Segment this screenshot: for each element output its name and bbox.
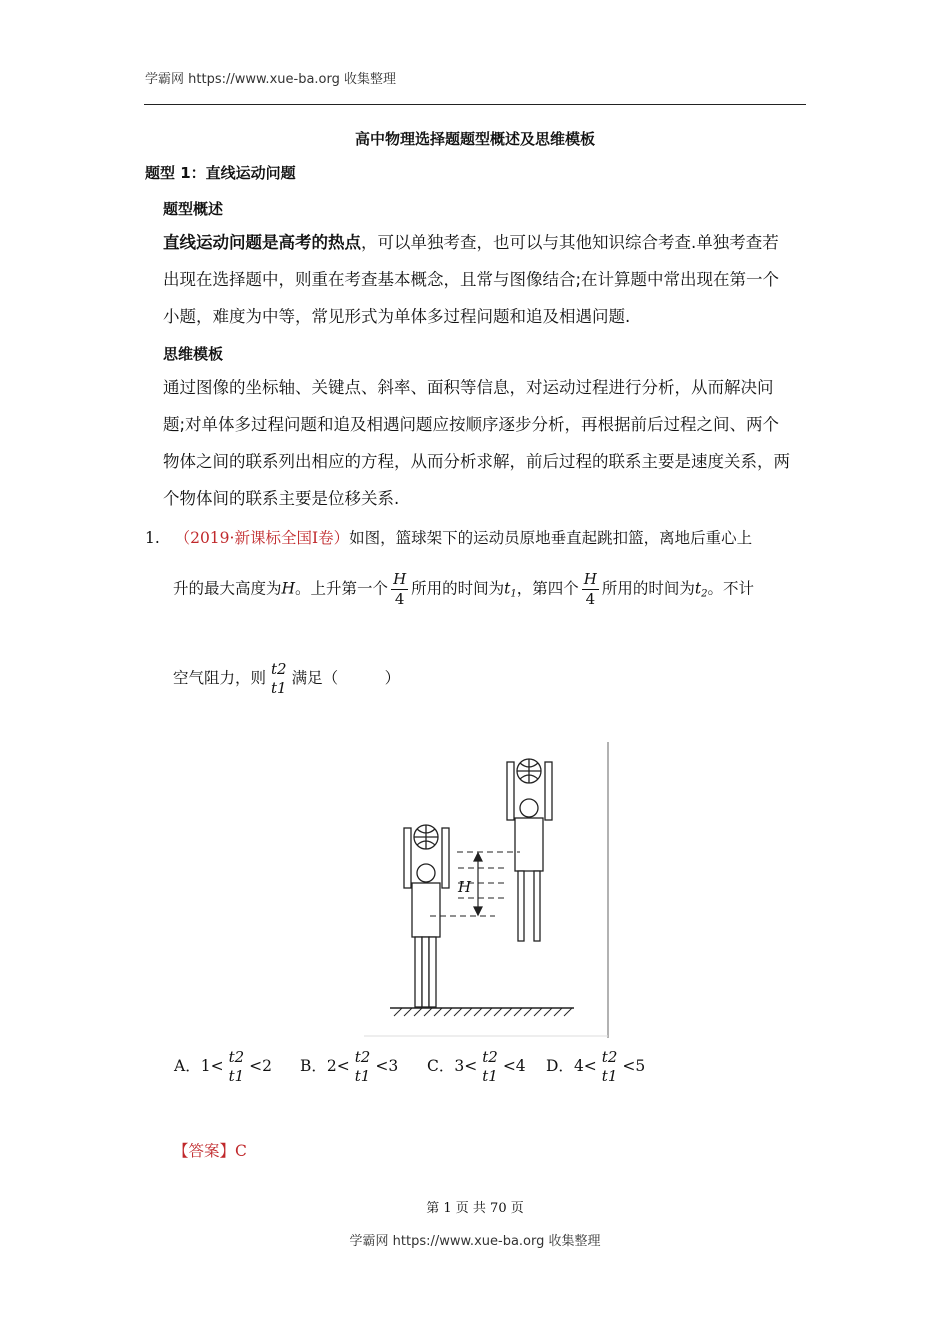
overview-heading: 题型概述 — [163, 200, 224, 218]
answer-line — [173, 1139, 247, 1161]
sub-2: 2 — [701, 588, 708, 600]
overview-bold-lead: 直线运动问题是高考的热点 — [163, 233, 361, 252]
option-left: 1< — [200, 1057, 224, 1075]
basketball-figure — [362, 740, 612, 1040]
text-segment: 。上升第一个 — [295, 579, 389, 598]
text-segment: 所用的时间为 — [411, 579, 505, 598]
option-right: <5 — [622, 1057, 646, 1075]
frac-num: H — [583, 570, 597, 588]
header-rule — [144, 104, 806, 105]
sub-1: 1 — [510, 588, 517, 600]
option-left: 4< — [573, 1057, 597, 1075]
text-segment: 升的最大高度为 — [173, 579, 282, 598]
height-label: H — [458, 878, 472, 896]
document-title: 高中物理选择题题型概述及思维模板 — [354, 130, 595, 148]
ratio-den: t1 — [601, 1067, 618, 1085]
option-right: <2 — [249, 1057, 272, 1075]
option-a[interactable] — [174, 1050, 272, 1084]
option-d[interactable] — [546, 1050, 645, 1084]
page-header: 学霸网 https://www.xue-ba.org 收集整理 — [145, 72, 396, 87]
text-segment: 满足（ ） — [291, 669, 401, 687]
ratio-num: t2 — [601, 1048, 618, 1066]
answer-label: 【答案】 — [173, 1142, 236, 1160]
overview-paragraph — [163, 224, 793, 335]
text-segment: ，第四个 — [516, 579, 579, 598]
ratio-den: t1 — [482, 1067, 498, 1085]
template-paragraph: 通过图像的坐标轴、关键点、斜率、面积等信息，对运动过程进行分析，从而解决问题;对单体多过程问题和追及相遇问题应按顺序逐步分析，再根据前后过程之间、两个物体之间的联系列出相应的方程，从而分析求解，前后过程的联系主要是速度关系，两个物体间的联系主要是位移关系. — [163, 378, 790, 508]
overview-text: ，可以单独考查，也可以与其他知识综合考查.单独考查若出现在选择题中，则重在考查基本概念，且常与图像结合;在计算题中常出现在第一个小题，难度为中等，常见形式为单体多过程问题和追及相遇问题. — [163, 233, 780, 326]
ground-hatch — [394, 1008, 572, 1016]
var-t: t — [504, 579, 511, 598]
ratio-t2-t1 — [269, 662, 289, 696]
ratio-den: t1 — [271, 679, 287, 697]
var-H: H — [281, 579, 296, 598]
question-line-1 — [145, 526, 752, 548]
question-source: （2019·新课标全国Ⅰ卷） — [174, 529, 350, 547]
ratio-den: t1 — [354, 1067, 371, 1085]
player-jumping — [507, 759, 552, 941]
option-b[interactable] — [300, 1050, 398, 1084]
page-number: 第 1 页 共 70 页 — [426, 1201, 524, 1216]
height-arrow — [474, 853, 482, 915]
var-t: t — [694, 579, 702, 598]
question-line-2 — [173, 572, 754, 607]
text-segment: 。不计 — [707, 579, 755, 598]
ratio-t2-t1 — [600, 1050, 620, 1084]
option-letter: A． — [174, 1057, 201, 1075]
option-letter: C． — [427, 1057, 455, 1075]
ratio-t2-t1 — [353, 1050, 373, 1084]
question-line-3 — [173, 662, 400, 696]
text-segment: 所用的时间为 — [601, 579, 695, 598]
fraction-h-over-4 — [391, 572, 408, 607]
question-number: 1. — [145, 529, 160, 547]
question-text-1: 如图，篮球架下的运动员原地垂直起跳扣篮，离地后重心上 — [349, 529, 753, 547]
option-letter: D． — [546, 1057, 574, 1075]
frac-den: 4 — [585, 590, 596, 608]
ratio-num: t2 — [271, 660, 287, 678]
section-heading: 题型 1：直线运动问题 — [145, 164, 296, 182]
option-right: <3 — [375, 1057, 399, 1075]
ratio-num: t2 — [228, 1048, 245, 1066]
option-left: 3< — [454, 1057, 478, 1075]
page-footer: 学霸网 https://www.xue-ba.org 收集整理 — [349, 1234, 601, 1249]
ratio-t2-t1 — [227, 1050, 247, 1084]
answer-value: C — [235, 1142, 247, 1160]
frac-num: H — [393, 570, 407, 588]
ratio-num: t2 — [354, 1048, 371, 1066]
template-heading: 思维模板 — [163, 345, 224, 363]
frac-den: 4 — [394, 590, 405, 608]
option-left: 2< — [326, 1057, 350, 1075]
ratio-num: t2 — [482, 1048, 498, 1066]
option-letter: B． — [300, 1057, 327, 1075]
ratio-t2-t1 — [480, 1050, 500, 1084]
ratio-den: t1 — [228, 1067, 245, 1085]
option-c[interactable] — [427, 1050, 526, 1084]
text-segment: 空气阻力，则 — [173, 669, 267, 687]
fraction-h-over-4-2 — [582, 572, 599, 607]
option-right: <4 — [502, 1057, 526, 1075]
